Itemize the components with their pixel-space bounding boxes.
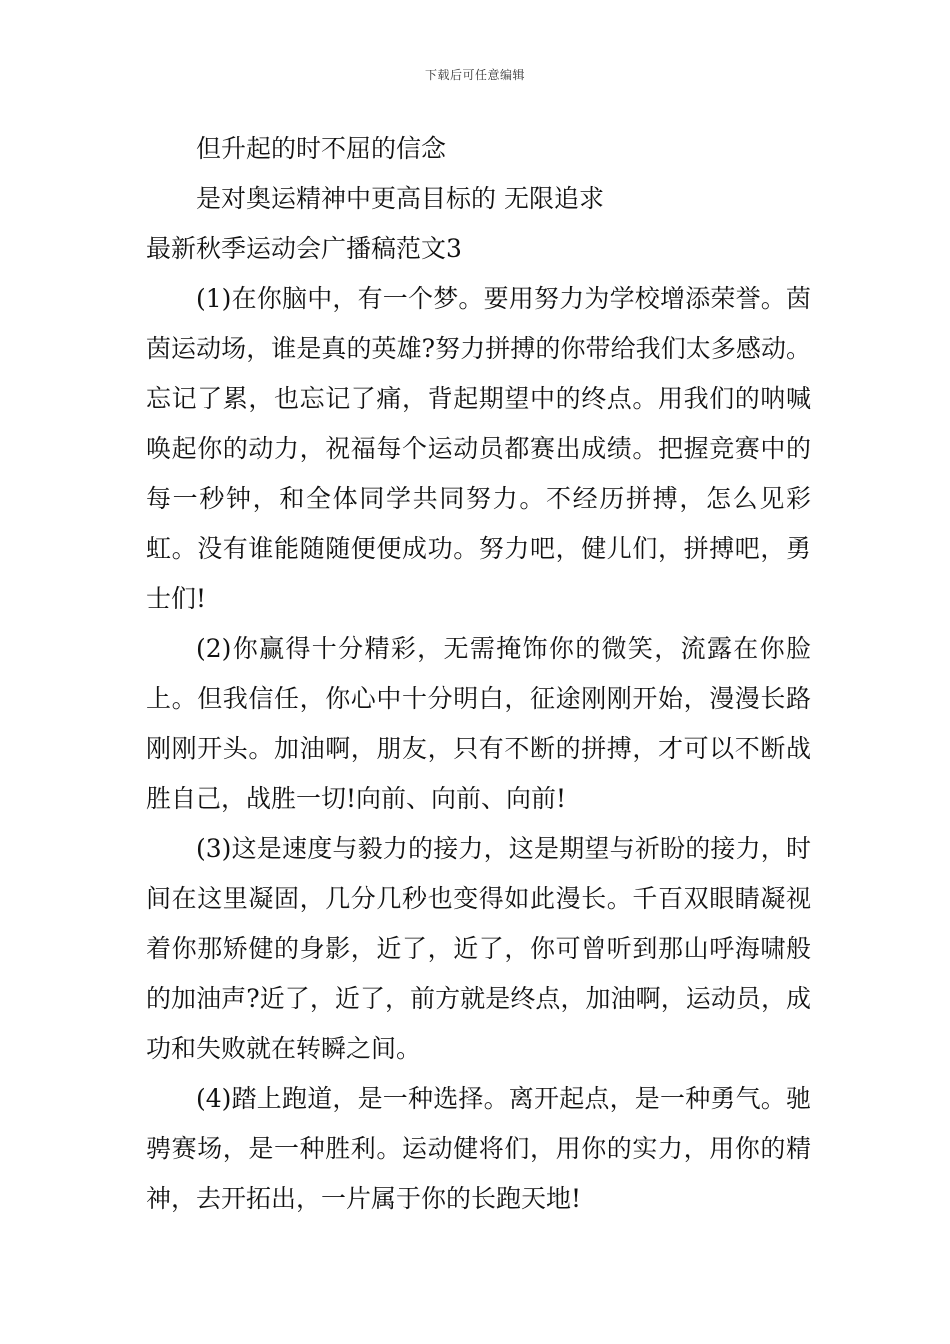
paragraph-2: (2)你赢得十分精彩，无需掩饰你的微笑，流露在你脸上。但我信任，你心中十分明白，征途刚刚开始，漫漫长路刚刚开头。加油啊，朋友，只有不断的拼搏，才可以不断战胜自己，战胜一切!向前、向前、向前!: [146, 634, 811, 813]
paragraph-1: (1)在你脑中，有一个梦。要用努力为学校增添荣誉。茵茵运动场，谁是真的英雄?努力拼搏的你带给我们太多感动。忘记了累，也忘记了痛，背起期望中的终点。用我们的呐喊唤起你的动力，祝福每个运动员都赛出成绩。把握竞赛中的每一秒钟，和全体同学共同努力。不经历拼搏，怎么见彩虹。没有谁能随随便便成功。努力吧，健儿们，拼搏吧，勇士们!: [146, 284, 811, 613]
paragraph-4: (4)踏上跑道，是一种选择。离开起点，是一种勇气。驰骋赛场，是一种胜利。运动健将们，用你的实力，用你的精神，去开拓出，一片属于你的长跑天地!: [146, 1084, 811, 1213]
section-heading: 最新秋季运动会广播稿范文3: [146, 234, 462, 263]
document-body: [146, 124, 811, 1224]
page-header: 下载后可任意编辑: [424, 68, 525, 82]
paragraph-3: (3)这是速度与毅力的接力，这是期望与祈盼的接力，时间在这里凝固，几分几秒也变得如此漫长。千百双眼睛凝视着你那矫健的身影，近了，近了，你可曾听到那山呼海啸般的加油声?近了，近了，前方就是终点，加油啊，运动员，成功和失败就在转瞬之间。: [146, 834, 811, 1063]
verse-line-2: 是对奥运精神中更高目标的 无限追求: [196, 184, 604, 213]
verse-line-1: 但升起的时不屈的信念: [196, 134, 447, 163]
